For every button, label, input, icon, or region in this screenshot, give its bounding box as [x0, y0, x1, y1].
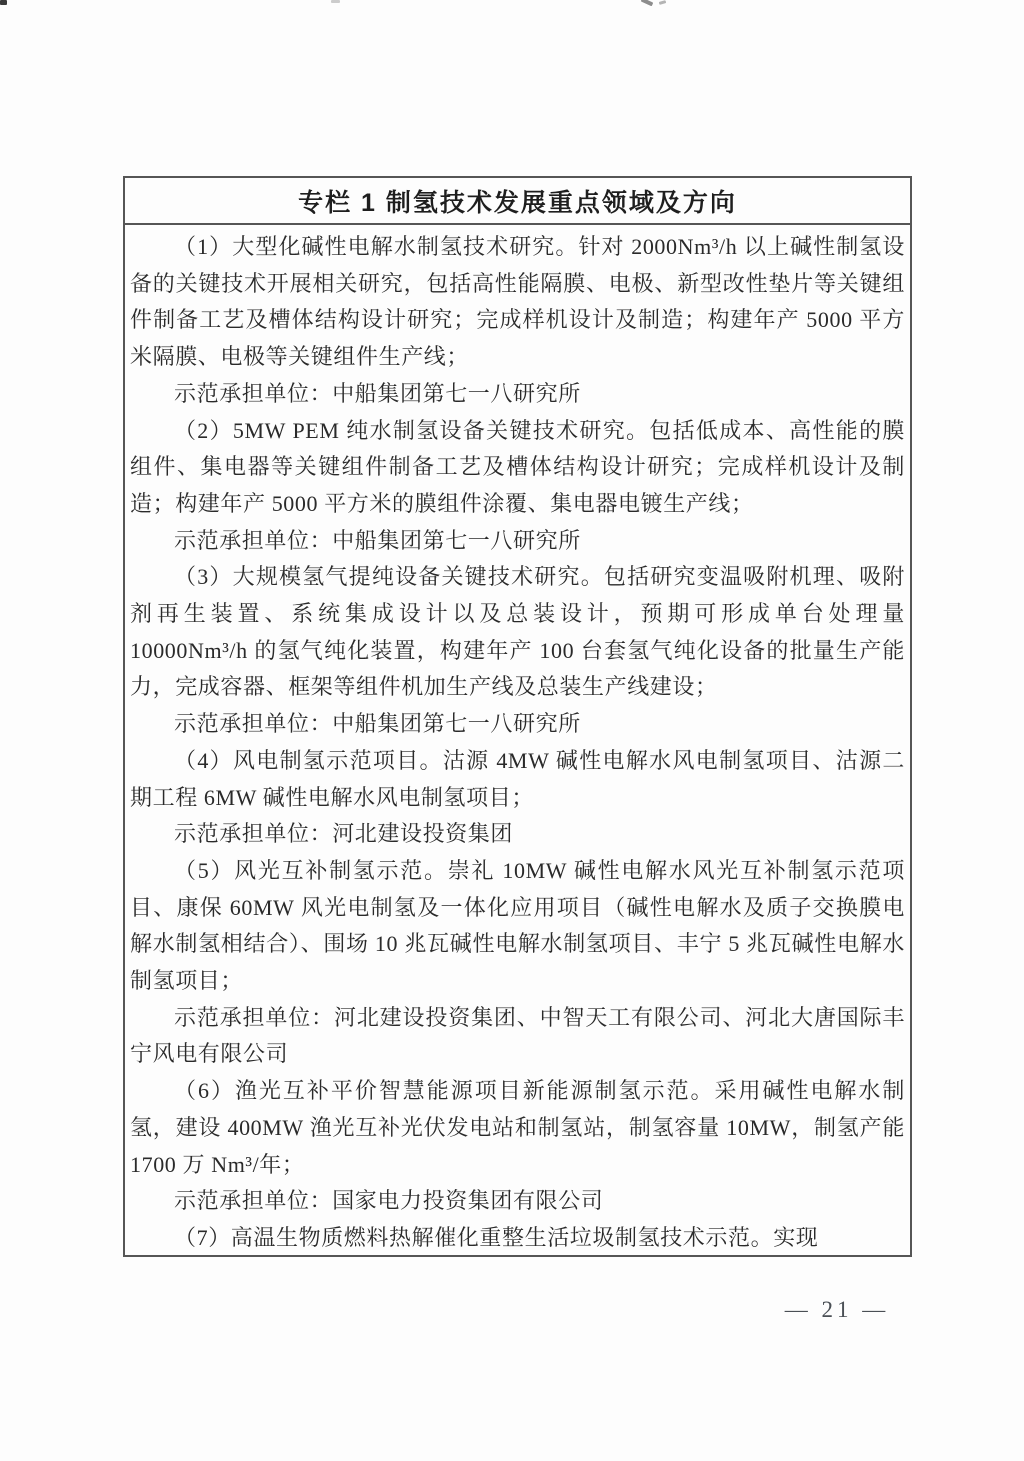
project-paragraph: （7）高温生物质燃料热解催化重整生活垃圾制氢技术示范。实现	[174, 1224, 819, 1250]
undertaker-line: 示范承担单位：河北建设投资集团	[174, 821, 514, 847]
project-paragraph: （6）渔光互补平价智慧能源项目新能源制氢示范。采用碱性电解水制氢，建设 400MW 渔光互补光伏发电站和制氢站，制氢容量 10MW，制氢产能 1700 万 Nm³/年；	[130, 1078, 905, 1177]
project-paragraph: （4）风电制氢示范项目。沽源 4MW 碱性电解水风电制氢项目、沽源二期工程 6MW 碱性电解水风电制氢项目；	[130, 747, 905, 810]
scan-artifact	[659, 0, 667, 5]
undertaker-line: 示范承担单位：中船集团第七一八研究所	[174, 380, 581, 406]
scan-artifact	[331, 0, 340, 3]
column-box-body	[125, 225, 910, 1257]
undertaker-line: 示范承担单位：国家电力投资集团有限公司	[174, 1188, 604, 1214]
scan-artifact	[641, 0, 654, 6]
project-paragraph: （1）大型化碱性电解水制氢技术研究。针对 2000Nm³/h 以上碱性制氢设备的关键技术开展相关研究，包括高性能隔膜、电极、新型改性垫片等关键组件制备工艺及槽体结构设计研究；完成样机设计及制造；构建年产 5000 平方米隔膜、电极等关键组件生产线；	[130, 234, 905, 370]
undertaker-line: 示范承担单位：中船集团第七一八研究所	[174, 527, 581, 553]
project-paragraph: （5）风光互补制氢示范。崇礼 10MW 碱性电解水风光互补制氢示范项目、康保 60MW 风光电制氢及一体化应用项目（碱性电解水及质子交换膜电解水制氢相结合）、围场 10 兆瓦碱性电解水制氢项目、丰宁 5 兆瓦碱性电解水制氢项目；	[130, 857, 905, 994]
scan-artifact	[0, 0, 7, 5]
project-paragraph: （3）大规模氢气提纯设备关键技术研究。包括研究变温吸附机理、吸附剂再生装置、系统集成设计以及总装设计，预期可形成单台处理量 10000Nm³/h 的氢气纯化装置，构建年产 100 台套氢气纯化设备的批量生产能力，完成容器、框架等组件机加生产线及总装生产线建设；	[130, 564, 905, 700]
column-box-title: 专栏 1 制氢技术发展重点领域及方向	[125, 178, 910, 225]
undertaker-line: 示范承担单位：中船集团第七一八研究所	[174, 711, 581, 737]
page-number: — 21 —	[784, 1297, 890, 1322]
undertaker-line: 示范承担单位：河北建设投资集团、中智天工有限公司、河北大唐国际丰宁风电有限公司	[130, 1004, 905, 1067]
column-box	[123, 176, 912, 1257]
project-paragraph: （2）5MW PEM 纯水制氢设备关键技术研究。包括低成本、高性能的膜组件、集电器等关键组件制备工艺及槽体结构设计研究；完成样机设计及制造；构建年产 5000 平方米的膜组件涂覆、集电器电镀生产线；	[130, 417, 905, 516]
